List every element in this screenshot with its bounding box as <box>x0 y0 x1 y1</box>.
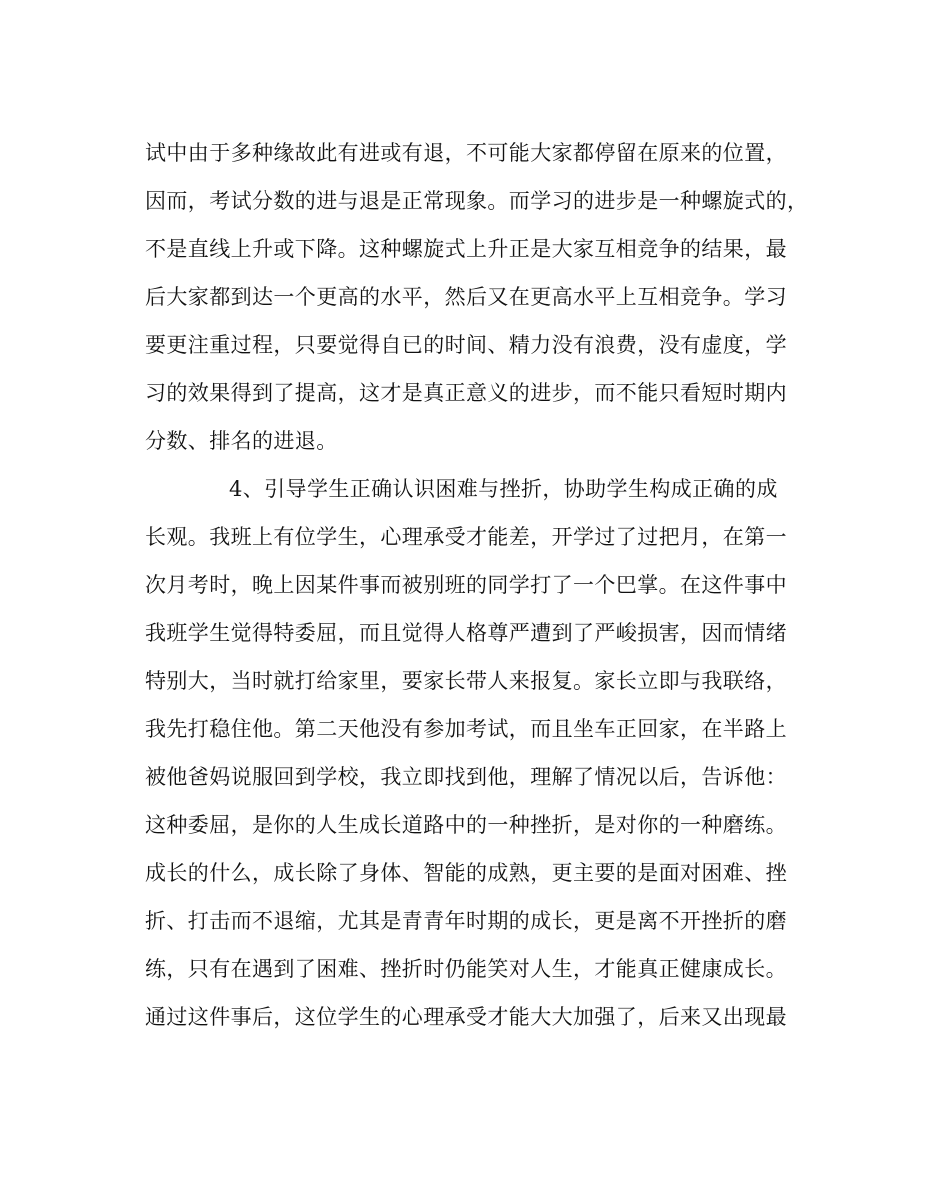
body-text <box>145 129 815 1041</box>
text-line: 我先打稳住他。第二天他没有参加考试，而且坐车正回家，在半路上 <box>145 717 787 741</box>
text-line: 成长的什么，成长除了身体、智能的成熟，更主要的是面对困难、挫 <box>145 861 787 885</box>
text-line: 要更注重过程，只要觉得自已的时间、精力没有浪费，没有虚度，学 <box>145 333 787 357</box>
text-line: 折、打击而不退缩，尤其是青青年时期的成长，更是离不开挫折的磨 <box>145 909 787 933</box>
text-line: 习的效果得到了提高，这才是真正意义的进步，而不能只看短时期内 <box>145 381 787 405</box>
text-line: 特别大，当时就打给家里，要家长带人来报复。家长立即与我联络， <box>145 669 787 693</box>
text-line: 后大家都到达一个更高的水平，然后又在更高水平上互相竞争。学习 <box>145 285 787 309</box>
text-line: 被他爸妈说服回到学校，我立即找到他，理解了情况以后，告诉他： <box>145 765 787 789</box>
text-line: 次月考时，晚上因某件事而被别班的同学打了一个巴掌。在这件事中 <box>145 573 787 597</box>
text-line: 我班学生觉得特委屈，而且觉得人格尊严遭到了严峻损害，因而情绪 <box>145 621 787 645</box>
text-line: 通过这件事后，这位学生的心理承受才能大大加强了，后来又出现最 <box>145 1005 787 1029</box>
text-line: 这种委屈，是你的人生成长道路中的一种挫折，是对你的一种磨练。 <box>145 813 787 837</box>
text-line: 试中由于多种缘故此有进或有退，不可能大家都停留在原来的位置， <box>145 141 787 165</box>
text-line: 不是直线上升或下降。这种螺旋式上升正是大家互相竞争的结果，最 <box>145 237 787 261</box>
text-line: 练，只有在遇到了困难、挫折时仍能笑对人生，才能真正健康成长。 <box>145 957 787 981</box>
text-line: 分数、排名的进退。 <box>145 429 338 453</box>
text-line: 因而，考试分数的进与退是正常现象。而学习的进步是一种螺旋式的， <box>145 189 809 213</box>
paragraph-start-line: 4、引导学生正确认识困难与挫折，协助学生构成正确的成 <box>229 477 778 501</box>
text-line: 长观。我班上有位学生，心理承受才能差，开学过了过把月，在第一 <box>145 525 787 549</box>
